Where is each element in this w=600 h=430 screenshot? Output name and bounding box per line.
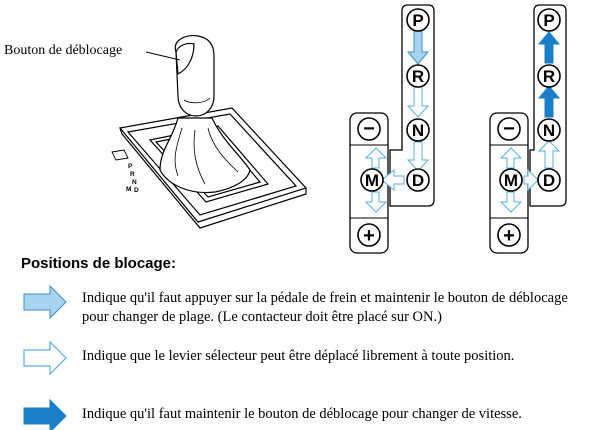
gate-d-label: D xyxy=(411,171,425,190)
indicator-letter-n: N xyxy=(132,179,137,186)
gate-p-label-right: P xyxy=(543,11,555,30)
gate-minus-label-right: − xyxy=(503,118,515,140)
gate-plus-label: + xyxy=(363,225,375,247)
arrow-d-n-outline xyxy=(539,141,559,168)
arrow-n-r-dark xyxy=(539,86,559,117)
gate-n-label: N xyxy=(411,121,425,140)
gate-r-label-right: R xyxy=(542,67,556,86)
release-button-label: Bouton de déblocage xyxy=(4,43,123,58)
legend-arrow-outline-icon xyxy=(24,342,66,374)
indicator-letter-r: R xyxy=(130,171,135,178)
gate-minus-label: − xyxy=(363,118,375,140)
arrow-p-r-light xyxy=(408,30,428,64)
legend-arrow-light-icon xyxy=(24,286,66,318)
gate-m-label-right: M xyxy=(503,171,519,190)
indicator-letters xyxy=(126,163,139,194)
arrow-n-d-outline xyxy=(408,142,428,171)
release-button-leader xyxy=(146,52,180,60)
gate-p-label: P xyxy=(412,11,424,30)
legend-item-light-text: Indique qu'il faut appuyer sur la pédale de frein et maintenir le bouton de déblocage pour changer de plage. (Le contacteur doit être placé sur ON.) xyxy=(82,290,568,325)
arrow-m-d-outline xyxy=(524,170,538,190)
indicator-letter-m: M xyxy=(126,186,132,193)
shifter-illustration xyxy=(112,36,306,228)
arrow-r-p-dark xyxy=(539,32,559,63)
legend-item-dark-text: Indique qu'il faut maintenir le bouton de déblocage pour changer de vitesse. xyxy=(82,406,522,422)
arrow-d-m-outline xyxy=(382,170,404,190)
gate-diagram-right xyxy=(490,5,566,253)
gate-d-label-right: D xyxy=(542,171,556,190)
legend-arrow-dark-icon xyxy=(24,400,66,430)
gate-m-label: M xyxy=(364,171,380,190)
arrow-r-n-outline xyxy=(408,86,428,117)
gate-plus-label-right: + xyxy=(503,225,515,247)
legend-item-outline-text: Indique que le levier sélecteur peut être déplacé librement à toute position. xyxy=(82,348,515,364)
gate-n-label-right: N xyxy=(542,121,556,140)
indicator-plate xyxy=(112,150,128,160)
indicator-letter-d: D xyxy=(134,187,139,194)
gate-r-label: R xyxy=(411,67,425,86)
gate-diagram-left xyxy=(350,5,434,253)
indicator-letter-p: P xyxy=(128,163,133,170)
legend-title: Positions de blocage: xyxy=(21,255,177,272)
